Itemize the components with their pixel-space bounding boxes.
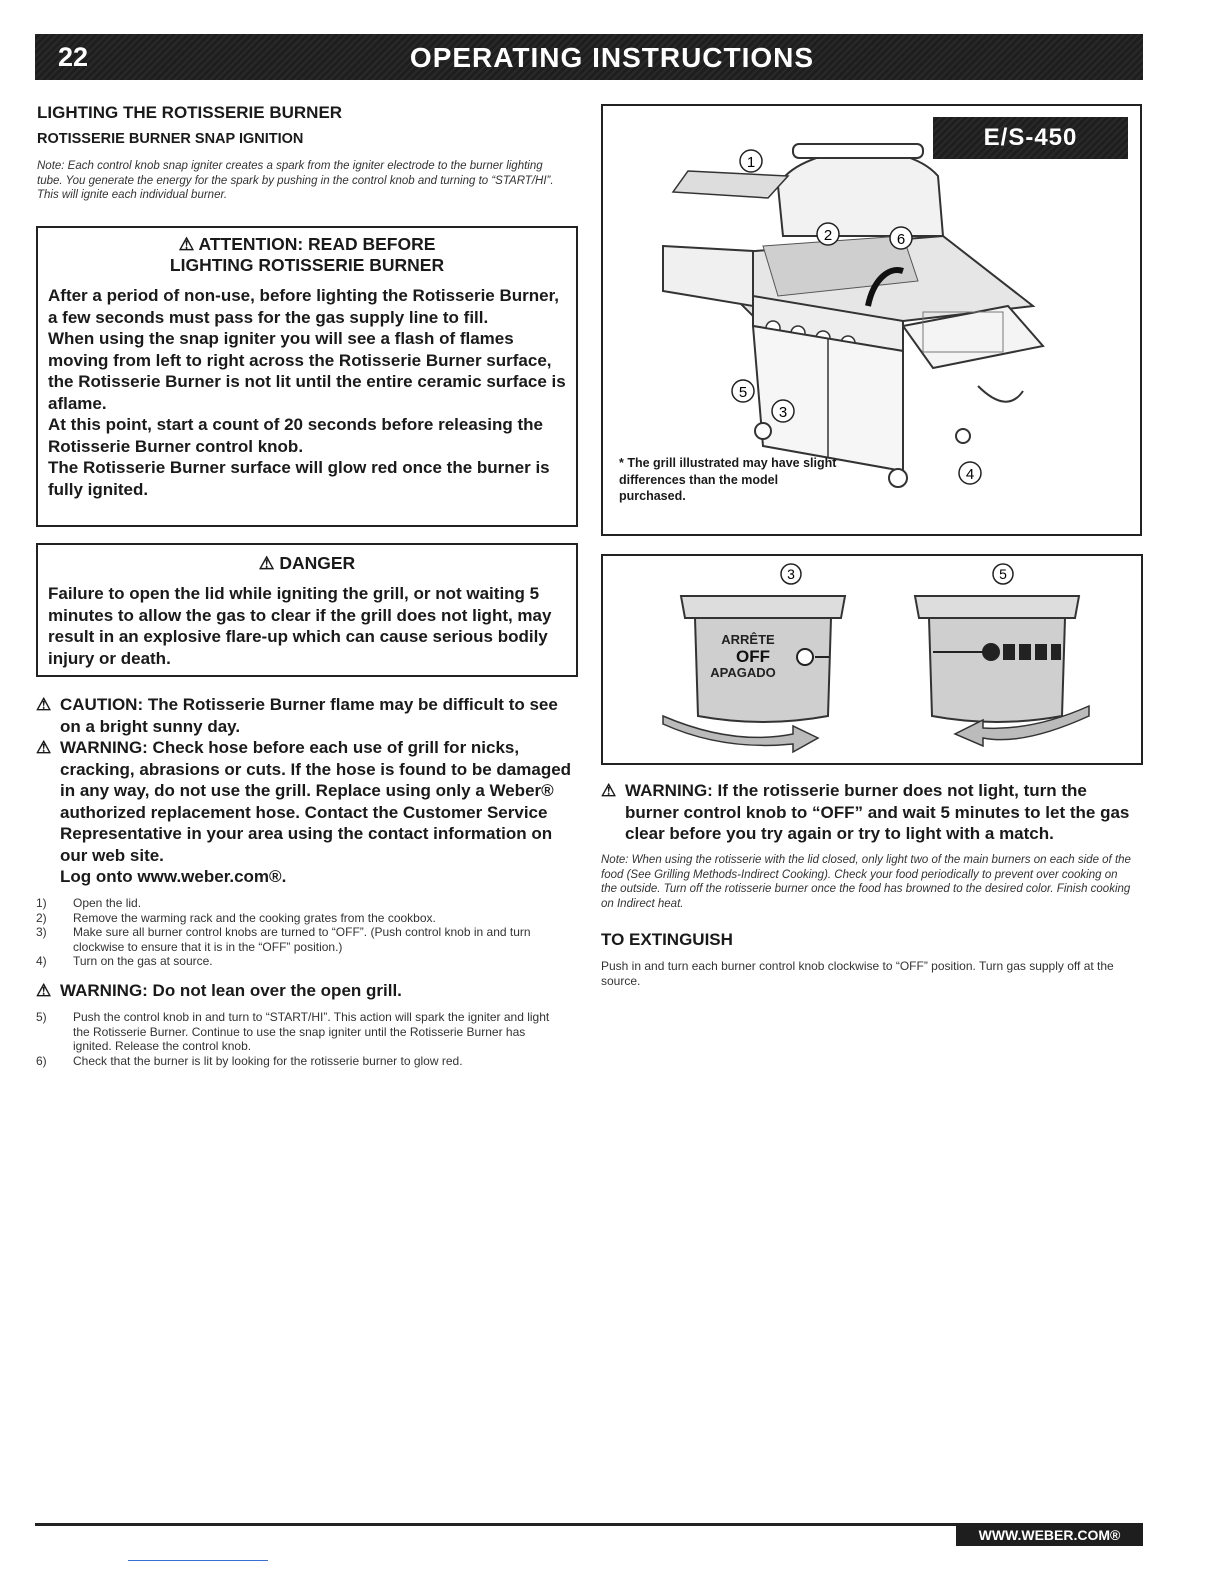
rotisserie-note: Note: When using the rotisserie with the lid closed, only light two of the main burners on each side of the food (See Grilling Methods-Indirect Cooking). Check your food periodically to prevent over cooking on the outside. Turn off the rotisserie burner once the food has browned to the desired color. Finish cooking on Indirect heat.	[601, 854, 1131, 910]
knob-label-apagado: APAGADO	[710, 665, 776, 680]
lean-warning-text: WARNING: Do not lean over the open grill.	[60, 981, 402, 1000]
caution-block	[36, 694, 581, 888]
danger-body: Failure to open the lid while igniting the grill, or not waiting 5 minutes to allow the gas to clear if the grill does not light, may result in an explosive flare-up which can cause serious bodily injury or death.	[48, 584, 552, 668]
attention-p2: When using the snap igniter you will see a flash of flames moving from left to right across the Rotisserie Burner surface, the Rotisserie Burner is not lit until the entire ceramic surface is aflame.	[48, 329, 566, 413]
knob-callout-5: 5	[999, 566, 1007, 582]
list-item: 4) Turn on the gas at source.	[36, 954, 213, 968]
attention-title-1: ⚠ ATTENTION: READ BEFORE	[178, 234, 436, 254]
danger-box	[36, 543, 578, 677]
knob-illustration	[603, 556, 1141, 763]
hose-warning-text: WARNING: Check hose before each use of grill for nicks, cracking, abrasions or cuts. If the hose is found to be damaged in any way, do not use the grill. Replace using only a Weber® authorized replacement hose. Contact the Customer Service Representative in your area using the contact information on our web site.	[60, 738, 572, 865]
callout-2: 2	[823, 227, 833, 244]
list-item: 1) Open the lid.	[36, 896, 142, 910]
ignition-note: Note: Each control knob snap igniter creates a spark from the igniter electrode to the burner lighting tube. You generate the energy for the spark by pushing in the control knob and turning to “START/HI”. This will ignite each individual burner.	[37, 160, 554, 201]
knob-callout-3: 3	[787, 566, 795, 582]
attention-box	[36, 226, 578, 527]
warning-triangle-icon: ⚠	[36, 738, 52, 757]
callout-1: 1	[746, 154, 756, 171]
list-item: 6) Check that the burner is lit by looking for the rotisserie burner to glow red.	[36, 1053, 463, 1068]
steps-list-a	[36, 896, 576, 969]
callout-3: 3	[778, 404, 788, 421]
subsection-title: ROTISSERIE BURNER SNAP IGNITION	[37, 131, 304, 147]
callout-5: 5	[738, 384, 748, 401]
lean-warning	[36, 980, 581, 1002]
list-item: 5) Push the control knob in and turn to “START/HI”. This action will spark the igniter and light the Rotisserie Burner. Continue to use the snap igniter until the Rotisserie Burner has ignited. Release the control knob.	[36, 1010, 550, 1053]
warning-triangle-icon: ⚠	[36, 981, 52, 1000]
callout-6: 6	[896, 231, 906, 248]
section-title: LIGHTING THE ROTISSERIE BURNER	[37, 103, 343, 122]
list-item: 2) Remove the warming rack and the cooking grates from the cookbox.	[36, 910, 436, 925]
bottom-line	[128, 1560, 268, 1561]
log-on-text: Log onto www.weber.com®.	[60, 867, 287, 886]
extinguish-body: Push in and turn each burner control knob clockwise to “OFF” position. Turn gas supply off at the source.	[601, 959, 1114, 988]
page-title: OPERATING INSTRUCTIONS	[409, 42, 815, 73]
attention-p3: At this point, start a count of 20 seconds before releasing the Rotisserie Burner control knob.	[48, 415, 543, 456]
warning-triangle-icon: ⚠	[601, 781, 617, 800]
knob-figure	[601, 554, 1143, 765]
light-warning-text: WARNING: If the rotisserie burner does not light, turn the burner control knob to “OFF” and wait 5 minutes to let the gas clear before you try again or try to light with a match.	[625, 781, 1130, 843]
callout-4: 4	[965, 466, 975, 483]
light-warning	[601, 780, 1141, 845]
page-number: 22	[58, 42, 89, 72]
steps-list-b	[36, 1010, 566, 1068]
figure-caption: * The grill illustrated may have slight differences than the model purchased.	[619, 456, 837, 503]
knob-label-off: OFF	[736, 647, 770, 666]
danger-title: ⚠ DANGER	[258, 553, 356, 573]
attention-p4: The Rotisserie Burner surface will glow red once the burner is fully ignited.	[48, 458, 550, 499]
model-badge: E/S-450	[933, 117, 1128, 159]
caution-text: CAUTION: The Rotisserie Burner flame may be difficult to see on a bright sunny day.	[60, 695, 558, 736]
attention-title-2: LIGHTING ROTISSERIE BURNER	[169, 255, 445, 275]
grill-figure	[601, 104, 1142, 536]
warning-triangle-icon: ⚠	[36, 695, 52, 714]
knob-label-arrete: ARRÊTE	[721, 632, 775, 647]
footer-url: WWW.WEBER.COM®	[956, 1523, 1143, 1546]
list-item: 3) Make sure all burner control knobs are turned to “OFF”. (Push control knob in and turn clockwise to ensure that it is in the “OFF” position.)	[36, 925, 531, 954]
extinguish-title: TO EXTINGUISH	[601, 930, 733, 949]
attention-p1: After a period of non-use, before lighting the Rotisserie Burner, a few seconds must pass for the gas supply line to fill.	[48, 286, 559, 327]
